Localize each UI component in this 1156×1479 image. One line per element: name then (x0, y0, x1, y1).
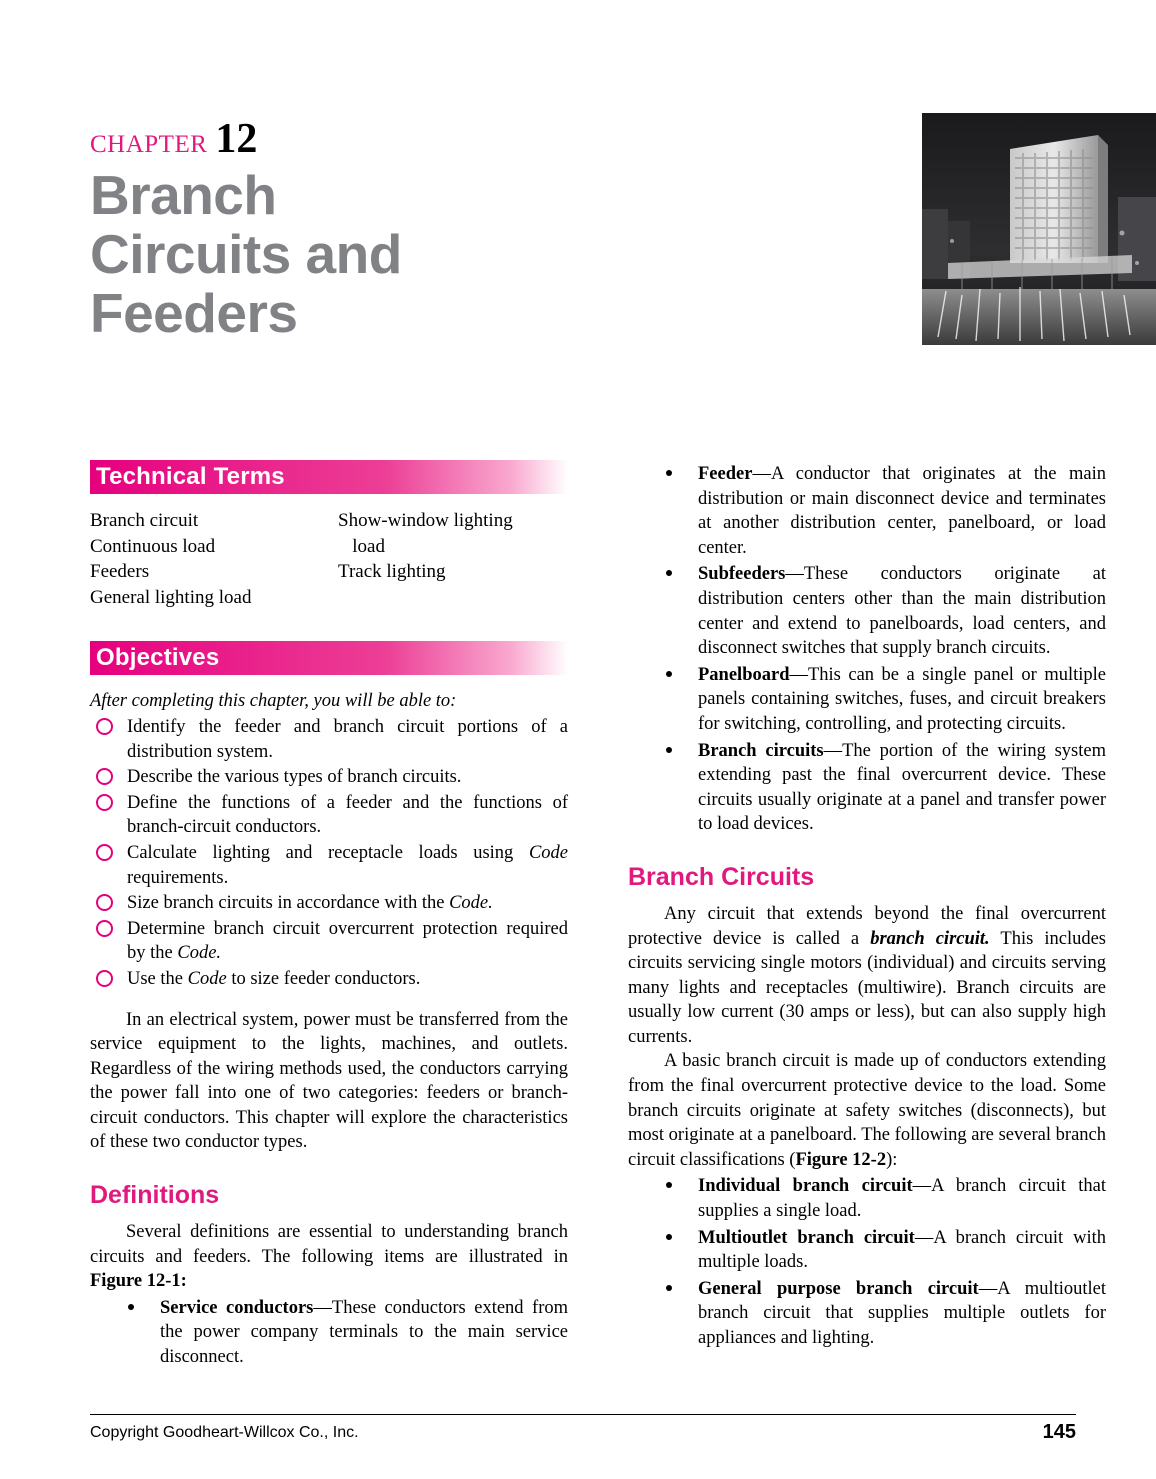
list-item (628, 1174, 1106, 1223)
list-item (90, 791, 568, 840)
circle-bullet-icon (96, 844, 113, 861)
chapter-photo (922, 113, 1156, 345)
circle-bullet-icon (96, 718, 113, 735)
list-item (628, 739, 1106, 837)
bullet-icon (666, 1182, 672, 1188)
technical-terms-bar (90, 460, 568, 494)
chapter-title-line-3: Feeders (90, 281, 298, 344)
page-number: 145 (1042, 1421, 1076, 1443)
objectives-bar (90, 641, 568, 675)
branch-circuit-classifications-list (628, 1174, 1106, 1350)
chapter-label: CHAPTER (90, 131, 208, 158)
list-item (628, 663, 1106, 737)
intro-paragraph: In an electrical system, power must be transferred from the service equipment to the lights, machines, and outlets. Regardless of the wiring methods used, the conductors carrying the power fall into one of two categories: feeders or branch-circuit conductors. This chapter will explore the characteristics of these two conductor types. (90, 1009, 568, 1153)
chapter-title-line-1: Branch (90, 164, 277, 226)
classification-text: Individual branch circuit—A branch circuit that supplies a single load. (698, 1176, 1106, 1222)
classification-text: General purpose branch circuit—A multioutlet branch circuit that supplies multiple outlets for appliances and lighting. (698, 1278, 1107, 1348)
right-column (628, 460, 1106, 1351)
term-item: load (338, 535, 385, 557)
footer-divider (90, 1414, 1076, 1415)
objective-text: Determine branch circuit overcurrent protection required by the Code. (127, 918, 568, 964)
branch-circuits-paragraph-1: Any circuit that extends beyond the final overcurrent protective device is called a branch circuit. This includes circuits servicing single motors (individual) and circuits serving many lights and receptacles (multiwire). Branch circuits are usually low current (30 amps or less), but can also supply high currents. (628, 903, 1106, 1047)
list-item (628, 462, 1106, 560)
objective-text: Identify the feeder and branch circuit portions of a distribution system. (127, 716, 568, 762)
bullet-icon (666, 671, 672, 677)
term-item: General lighting load (90, 586, 252, 608)
technical-terms-heading: Technical Terms (96, 463, 285, 491)
classification-text: Multioutlet branch circuit—A branch circuit with multiple loads. (698, 1227, 1106, 1273)
branch-circuits-heading: Branch Circuits (628, 862, 815, 891)
objective-text: Use the Code to size feeder conductors. (127, 968, 421, 989)
list-item (90, 841, 568, 890)
bullet-icon (666, 1234, 672, 1240)
definition-text: Feeder—A conductor that originates at the main distribution or main disconnect device and terminates at another distribution center, panelboard, or load center. (698, 464, 1106, 558)
circle-bullet-icon (96, 970, 113, 987)
technical-terms-column-1 (90, 508, 338, 611)
bullet-icon (128, 1304, 134, 1310)
list-item (90, 967, 568, 992)
term-item: Show-window lighting (338, 510, 513, 531)
chapter-label-row (90, 118, 610, 160)
list-item (90, 917, 568, 966)
objectives-list (90, 715, 568, 992)
bullet-icon (666, 470, 672, 476)
list-item (90, 765, 568, 790)
technical-terms-column-2 (338, 508, 568, 611)
bullet-icon (666, 747, 672, 753)
chapter-title-line-2: Circuits and (90, 222, 402, 285)
circle-bullet-icon (96, 894, 113, 911)
term-item: Branch circuit (90, 510, 199, 531)
definitions-paragraph: Several definitions are essential to understanding branch circuits and feeders. The following items are illustrated in Figure 12-1: (90, 1222, 568, 1292)
footer-copyright: Copyright Goodheart-Willcox Co., Inc. (90, 1424, 359, 1441)
objective-text: Size branch circuits in accordance with the Code. (127, 893, 493, 914)
bullet-icon (666, 570, 672, 576)
circle-bullet-icon (96, 794, 113, 811)
objective-text: Calculate lighting and receptacle loads using Code requirements. (127, 842, 568, 888)
page-title (90, 166, 610, 343)
definitions-heading: Definitions (90, 1181, 220, 1210)
term-item: Continuous load (90, 535, 216, 557)
definition-text: Subfeeders—These conductors originate at distribution centers other than the main distribution center and extend to panelboards, load centers, and disconnect switches that supply branch circuits. (698, 564, 1106, 659)
definitions-list-left (90, 1296, 568, 1370)
term-item: Track lighting (338, 561, 446, 583)
bullet-icon (666, 1285, 672, 1291)
objectives-heading: Objectives (96, 643, 220, 671)
chapter-number: 12 (215, 116, 258, 162)
objective-text: Describe the various types of branch circuits. (127, 767, 462, 788)
list-item (628, 1226, 1106, 1275)
chapter-header (90, 118, 610, 343)
list-item (90, 891, 568, 916)
circle-bullet-icon (96, 768, 113, 785)
list-item (90, 1296, 568, 1370)
objective-text: Define the functions of a feeder and the functions of branch-circuit conductors. (127, 792, 568, 838)
technical-terms-list (90, 508, 568, 611)
definition-text: Branch circuits—The portion of the wiring system extending past the final overcurrent device. These circuits usually originate at a panel and transfer power to load devices. (698, 740, 1107, 835)
definition-text: Service conductors—These conductors extend from the power company terminals to the main service disconnect. (160, 1297, 568, 1368)
branch-circuits-paragraph-2: A basic branch circuit is made up of conductors extending from the final overcurrent protective device to the load. Some branch circuits originate at safety switches (disconnects), but most originate at a panelboard. The following are several branch circuit classifications (Figure 12-2): (628, 1051, 1106, 1170)
list-item (90, 715, 568, 764)
objectives-intro: After completing this chapter, you will be able to: (90, 690, 457, 711)
list-item (628, 1277, 1106, 1351)
term-item: Feeders (90, 561, 150, 583)
circle-bullet-icon (96, 920, 113, 937)
left-column (90, 460, 568, 1370)
definition-text: Panelboard—This can be a single panel or multiple panels containing switches, fuses, and circuit breakers for switching, controlling, and protecting circuits. (698, 664, 1106, 734)
definitions-list-right (628, 462, 1106, 837)
list-item (628, 562, 1106, 660)
night-cityscape-photo (922, 113, 1156, 345)
